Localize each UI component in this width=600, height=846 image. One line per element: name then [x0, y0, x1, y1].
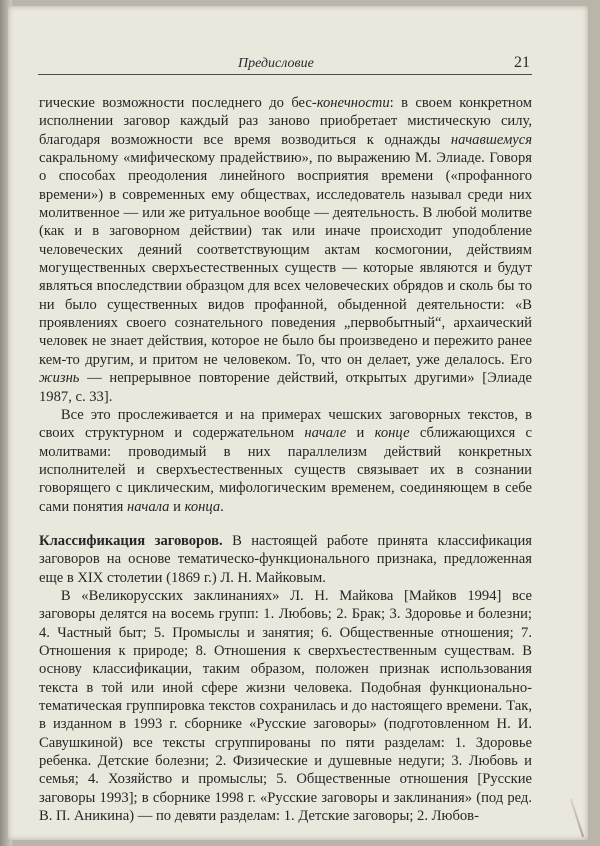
text-run: сближающихся с молитвами: проводимый в них параллелизм действий конкретных исполнителей и сверхъестественных существ связывает их в сознании говорящего с циклическим, мифологическим временем, соединяющем в себе сами понятия	[39, 425, 533, 515]
paragraph	[39, 532, 532, 587]
text-run: и	[346, 425, 375, 442]
italic-emphasis: жизнь	[39, 370, 80, 387]
text-run: В «Великорусских заклинаниях» Л. Н. Майкова [Майков 1994] все заговоры делятся на восемь групп: 1. Любовь; 2. Брак; 3. Здоровье и болезни; 4. Частный быт; 5. Промыслы и занятия; 6. Общественные отношения; 7. Отношения к природе; 8. Отношения к сверхъестественным существам. В основу классификации, таким образом, положен признак использования текста в той или иной сфере жизни человека. Подобная функционально-тематическая группировка текстов сохранилась и до настоящего времени. Так, в изданном в 1993 г. сборнике «Русские заговоры» (подготовленном Н. И. Савушкиной) все тексты сгруппированы по пяти разделам: 1. Здоровье ребенка. Детские болезни; 2. Физические и душевные недуги; 3. Любовь и семья; 4. Хозяйство и промыслы; 5. Общественные отношения [Русские заговоры 1993]; в сборнике 1998 г. «Русские заговоры и заклинания» (под ред. В. П. Аникина) — по девяти разделам: 1. Детские заговоры; 2. Любов-	[39, 587, 532, 825]
text-run: : в своем конкретном исполнении заговор каждый раз заново приобретает мистическую силу, благодаря возможности все время возводиться к однажды	[39, 95, 532, 148]
paragraph	[39, 587, 532, 825]
page-header	[38, 52, 532, 75]
text-run: .	[220, 498, 224, 515]
text-run: Все это прослеживается и на примерах чешских заговорных текстов, в своих структурном и содержательном	[39, 406, 532, 442]
running-head: Предисловие	[238, 56, 314, 71]
body-text	[39, 94, 532, 825]
paragraph	[39, 406, 532, 516]
italic-emphasis: конца	[184, 498, 221, 515]
italic-emphasis: начала	[127, 498, 170, 515]
section-heading: Классификация заговоров.	[39, 532, 223, 549]
italic-emphasis: начале	[304, 425, 347, 442]
italic-emphasis: конечности	[316, 95, 390, 111]
italic-emphasis: начавшемуся	[450, 131, 532, 148]
text-run: сакральному «мифическому прадействию», по выражению М. Элиаде. Говоря о способах преодоления линейного восприятия времени («профанного времени») в современных ему обществах, исследователь называл среди них молитвенное — или же ритуальное вообще — деятельность. В любой молитве (как и в заговорном действии) так или иначе происходит уподобление человеческих деяний соответствующим актам космогонии, действиям могущественных сверхъестественных существ — которые являются и будут являться впоследствии образцом для всех человеческих обрядов и сколь бы то ни было существенных видов профанной, обыденной деятельности: «В проявлениях своего сознательного поведения „первобытный“, архаический человек не знает действия, которое не было бы произведено и пережито ранее кем-то другим, и притом не человеком. То, что он делает, уже делалось. Его	[39, 150, 532, 368]
text-run: В настоящей работе принята классификация заговоров на основе тематическо-функционального признака, предложенная еще в XIX столетии (1869 г.) Л. Н. Майковым.	[39, 532, 533, 586]
italic-emphasis: конце	[374, 425, 410, 442]
text-run: и	[169, 498, 185, 515]
text-run: гические возможности последнего до бес-	[39, 95, 317, 111]
text-run: — непрерывное повторение действий, открытых другими» [Элиаде 1987, с. 33].	[39, 370, 532, 405]
paragraph-gap	[39, 516, 532, 532]
page-number: 21	[514, 54, 530, 71]
paragraph	[39, 94, 532, 406]
